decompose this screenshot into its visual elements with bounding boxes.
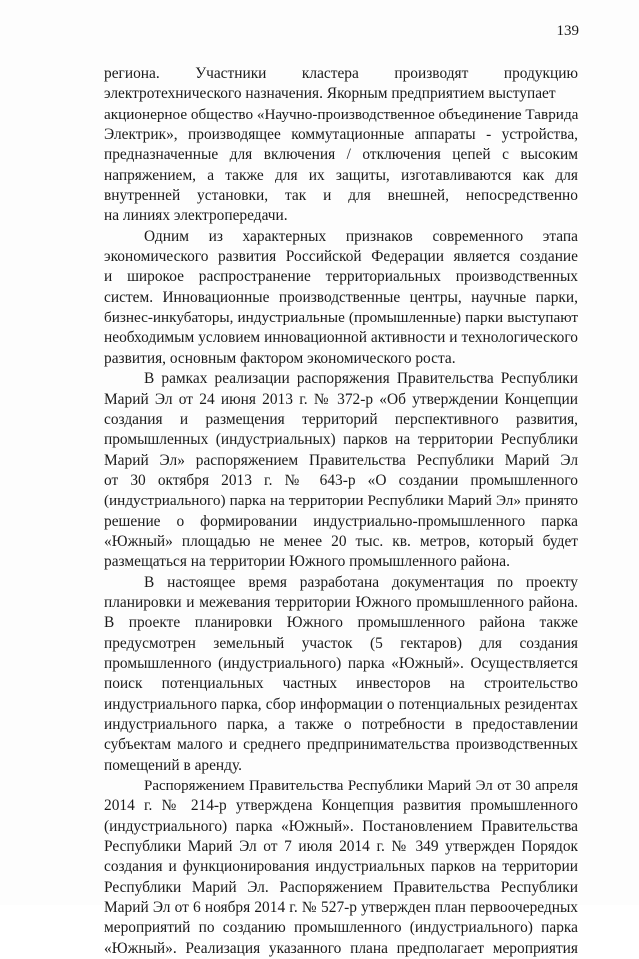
text-line: (индустриального) парка на территории Республики Марий Эл» принято [104,492,578,510]
text-line: Республики Марий Эл от 7 июля 2014 г. № 349 утвержден Порядок [104,838,578,856]
text-line: предусмотрен земельный участок (5 гектаров) для создания [104,634,578,652]
text-line: размещаться на территории Южного промышленного района. [104,553,510,571]
text-line: региона. Участники кластера производят продукцию [104,65,578,82]
text-line: экономического развития Российской Федерации является создание [104,248,578,266]
text-line: решение о формировании индустриально-промышленного парка [104,512,578,530]
text-line: планировки и межевания территории Южного промышленного района. [104,593,578,611]
text-line: и широкое распространение территориальных производственных [104,268,578,286]
text-line: от 30 октября 2013 г. № 643-р «О создании промышленного [104,471,578,489]
text-line: Одним из характерных признаков современного этапа [144,227,578,245]
text-line: Электрик», производящее коммутационные аппараты - устройства, [104,126,578,144]
text-line: «Южный». Реализация указанного плана предполагает мероприятия [104,939,578,957]
text-line: предназначенные для включения / отключения цепей с высоким [104,146,578,164]
text-line: Республики Марий Эл. Распоряжением Правительства Республики [104,878,578,896]
text-line: акционерное общество «Научно-производственное объединение Таврида [104,105,579,123]
text-line: субъектам малого и среднего предпринимательства производственных [104,736,578,754]
text-line: электротехнического назначения. Якорным предприятием выступает [104,85,556,103]
text-line: Марий Эл от 6 ноября 2014 г. № 527-р утвержден план первоочередных [104,899,578,917]
text-line: Марий Эл» распоряжением Правительства Республики Марий Эл [104,451,578,469]
text-line: создания и размещения территорий перспективного развития, [104,410,578,428]
text-line: необходимым условием инновационной активности и технологического [104,329,578,347]
text-line: «Южный» площадью не менее 20 тыс. кв. метров, который будет [104,532,578,550]
text-line: поиск потенциальных частных инвесторов на строительство [104,675,578,693]
body-text [104,64,578,959]
text-line: промышленного (индустриального) парка «Южный». Осуществляется [104,654,578,672]
text-line: бизнес-инкубаторы, индустриальные (промышленные) парки выступают [104,309,578,327]
text-line: промышленных (индустриальных) парков на территории Республики [104,431,578,449]
text-line: В проекте планировки Южного промышленного района также [104,614,578,632]
text-line: развития, основным фактором экономического роста. [104,349,456,367]
text-line: индустриального парка, а также о потребности в предоставлении [104,716,578,733]
text-line: 2014 г. № 214-р утверждена Концепция развития промышленного [104,797,578,815]
text-line: (индустриального) парка «Южный». Постановлением Правительства [104,817,578,835]
text-line: внутренней установки, так и для внешней, непосредственно [104,187,578,205]
page-number: 139 [556,23,579,39]
text-line: на линиях электропередачи. [104,207,288,225]
text-line: Распоряжением Правительства Республики Марий Эл от 30 апреля [144,778,578,795]
text-line: В рамках реализации распоряжения Правительства Республики [144,370,578,388]
text-line: напряжением, а также для их защиты, изготавливаются как для [104,166,578,184]
text-line: Марий Эл от 24 июня 2013 г. № 372-р «Об утверждении Концепции [104,390,578,408]
text-line: мероприятий по созданию промышленного (индустриального) парка [104,919,578,937]
text-line: индустриального парка, сбор информации о потенциальных резидентах [104,695,578,713]
text-line: систем. Инновационные производственные центры, научные парки, [104,288,578,306]
text-line: В настоящее время разработана документация по проекту [144,573,578,591]
text-line: создания и функционирования индустриальных парков на территории [104,858,578,876]
text-line: помещений в аренду. [104,756,242,774]
